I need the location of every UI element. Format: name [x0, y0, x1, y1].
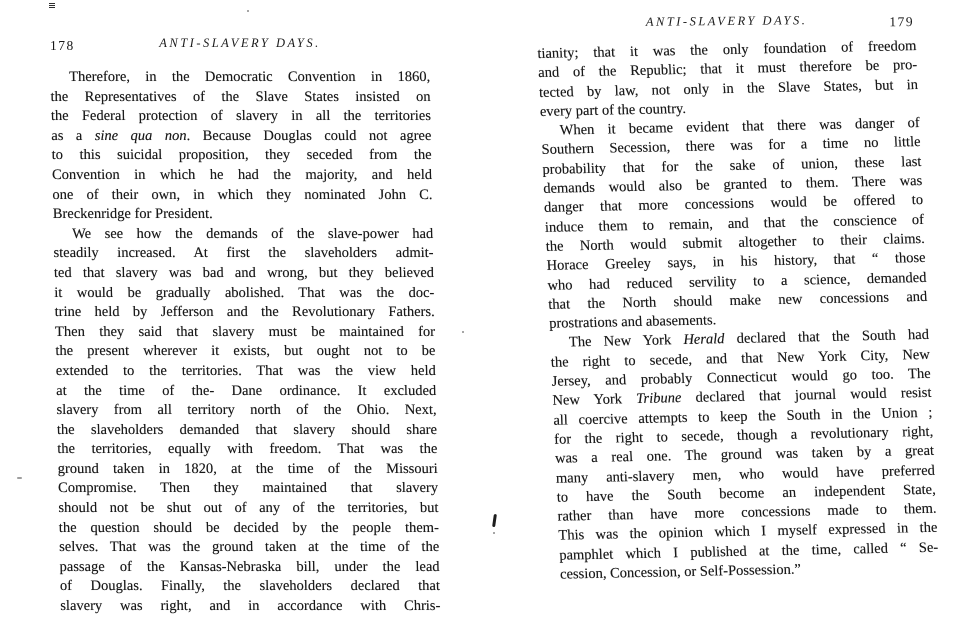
text-line: slavery from all territory north of the Ohio. Next, — [56, 402, 437, 419]
text-line: passage of the Kansas-Nebraska bill, under the lead — [59, 558, 440, 575]
text-line: many anti-slavery men, who would have preferred — [555, 462, 936, 487]
text-line: to this suicidal proposition, they seceded from the — [51, 147, 432, 164]
text-line: demands would also be granted to them. There was — [542, 173, 923, 197]
ink-speck — [17, 477, 22, 479]
page-number-left: 178 — [50, 38, 75, 53]
ink-speck — [493, 532, 495, 534]
text-line: the Representatives of the Slave States insisted on — [50, 88, 431, 105]
text-block-right — [537, 37, 939, 585]
text-line: slavery was right, and in accordance with Chris- — [60, 598, 441, 615]
text-line: Compromise. Then they maintained that slavery — [57, 480, 439, 497]
running-header-right — [537, 12, 916, 38]
text-line: that the North should make new concessions and — [547, 288, 928, 313]
text-line: The New York Herald declared that the South had — [568, 327, 930, 351]
text-line: the territories, equally with freedom. That was the — [57, 441, 438, 458]
text-line: New York Tribune declared that journal would resist — [552, 385, 932, 410]
text-line: When it became evident that there was danger of — [559, 115, 921, 139]
text-line: probability that for the sake of union, these last — [542, 153, 922, 178]
text-line: This was the opinion which I myself expressed in the — [558, 520, 938, 545]
ink-speck — [247, 10, 249, 12]
text-line: Breckenridge for President. — [52, 206, 213, 223]
text-line: Southern Secession, there was for a time no little — [541, 134, 921, 159]
text-line: of Douglas. Finally, the slaveholders declared that — [59, 578, 441, 595]
text-line: extended to the territories. That was the view held — [55, 362, 436, 379]
text-line: the North would submit altogether to their claims. — [545, 230, 926, 255]
text-line: as a sine qua non. Because Douglas could not agree — [51, 127, 432, 144]
text-line: to have the South become an independent State, — [556, 481, 937, 506]
text-line: the slaveholders demanded that slavery should share — [56, 421, 438, 438]
text-line: the present wherever it exists, but ought not to be — [55, 343, 436, 360]
text-line: selves. That was the ground taken at the time of the — [59, 539, 440, 556]
text-line: and of the Republic; that it must therefore be pro- — [537, 57, 918, 82]
text-line: tianity; that it was the only foundation of freedom — [537, 38, 917, 62]
text-line: one of their own, in which they nominated John C. — [52, 186, 433, 203]
text-line: was a real one. The ground was taken by a great — [554, 443, 935, 467]
text-line: danger that more concessions would be offered to — [543, 192, 924, 217]
text-line: for the right to secede, though a revolutionary right, — [553, 423, 934, 448]
ink-blot — [49, 3, 55, 8]
text-line: cession, Concession, or Self-Possession.” — [559, 561, 802, 583]
text-line: induce them to remain, and that the conscience of — [544, 211, 925, 236]
page-right — [537, 13, 939, 585]
page-left — [50, 36, 441, 617]
text-line: trine held by Jefferson and the Revolutionary Fathers. — [54, 304, 435, 321]
text-line: rather than have more concessions made to them. — [557, 500, 937, 525]
text-line: Convention in which he had the majority, and held — [51, 166, 433, 183]
text-line: prostrations and abasements. — [548, 312, 717, 332]
text-line: the question should be decided by the people them- — [58, 519, 439, 536]
text-line: Then they said that slavery must be maintained for — [54, 323, 436, 340]
ink-speck — [462, 331, 464, 333]
text-line: We see how the demands of the slave-power had — [72, 225, 434, 242]
text-line: the Federal protection of slavery in all the territories — [50, 108, 432, 125]
text-line: the right to secede, and that New York City, New — [550, 346, 931, 371]
text-line: should not be shut out of any of the territories, but — [58, 500, 439, 517]
text-line: pamphlet which I published at the time, called “ Se- — [558, 539, 939, 564]
text-line: ted that slavery was bad and wrong, but they believed — [53, 264, 435, 281]
text-line: who had reduced servility to a science, demanded — [547, 269, 927, 294]
text-line: at the time of the- Dane ordinance. It excluded — [56, 382, 437, 399]
running-title-right: ANTI-SLAVERY DAYS. — [645, 13, 808, 29]
text-block-left — [50, 68, 441, 617]
text-line: steadily increased. At first the slaveholders admit- — [53, 245, 434, 262]
text-line: Therefore, in the Democratic Convention in 1860, — [69, 69, 431, 85]
text-line: Jersey, and probably Connecticut would go too. The — [551, 365, 931, 390]
page-number-right: 179 — [889, 14, 915, 30]
running-header-left — [50, 36, 430, 58]
text-line: it would be gradually abolished. That was the doc- — [54, 284, 435, 301]
text-line: ground taken in 1820, at the time of the Missouri — [57, 460, 438, 477]
text-line: Horace Greeley says, in his history, that “ those — [546, 250, 926, 275]
text-line: all coercive attempts to keep the South in the Union ; — [553, 404, 933, 429]
running-title-left: ANTI-SLAVERY DAYS. — [159, 36, 321, 50]
ink-mark — [492, 514, 496, 527]
text-line: tected by law, not only in the Slave States, but in — [538, 76, 919, 101]
text-line: every part of the country. — [539, 100, 687, 120]
